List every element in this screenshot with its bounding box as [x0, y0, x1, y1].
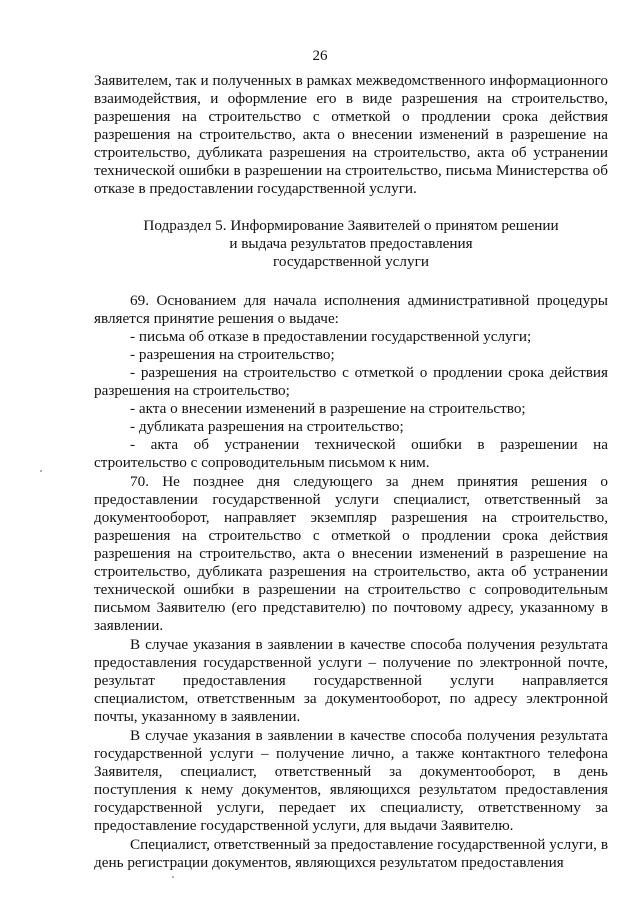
- subsection-title-line: Подраздел 5. Информирование Заявителей о принятом решении: [143, 217, 559, 234]
- list-item: - акта об устранении технической ошибки в разрешении на строительство с сопроводительным письмом к ним.: [94, 436, 608, 471]
- subsection-title: [94, 217, 608, 271]
- page-content: [94, 72, 608, 872]
- page-number: 26: [312, 48, 328, 64]
- subsection-title-line: государственной услуги: [273, 253, 429, 270]
- list-item: - разрешения на строительство с отметкой о продлении срока действия разрешения на строительство;: [94, 364, 608, 399]
- paragraph-specialist: Специалист, ответственный за предоставление государственной услуги, в день регистрации документов, являющихся результатом предоставления: [94, 836, 608, 871]
- list-item: - письма об отказе в предоставлении государственной услуги;: [130, 328, 532, 345]
- paragraph-personal-delivery: В случае указания в заявлении в качестве способа получения результата государственной услуги – получение лично, а также контактного телефона Заявителя, специалист, ответственный за документооборот, в день поступления к нему документов, являющихся результатом предоставления государственной услуги, передает их специалисту, ответственному за предоставление государственной услуги, для выдачи Заявителю.: [94, 727, 608, 834]
- intro-paragraph: Заявителем, так и полученных в рамках межведомственного информационного взаимодействия, и оформление его в виде разрешения на строительство, разрешения на строительство с отметкой о продлении срока действия разрешения на строительство, акта о внесении изменений в разрешение на строительство, дубликата разрешения на строительство, акта об устранении технической ошибки в разрешении на строительство, письма Министерства об отказе в предоставлении государственной услуги.: [94, 72, 608, 197]
- scan-speck: [40, 470, 42, 472]
- paragraph-70: 70. Не позднее дня следующего за днем принятия решения о предоставлении государственной услуги специалист, ответственный за документооборот, направляет экземпляр разрешения на строительство, разрешения на строительство с отметкой о продлении срока действия разрешения на строительство, акта о внесении изменений в разрешение на строительство, дубликата разрешения на строительство, акта об устранении технической ошибки в разрешении на строительство с сопроводительным письмом Заявителю (его представителю) по почтовому адресу, указанному в заявлении.: [94, 473, 608, 634]
- subsection-title-line: и выдача результатов предоставления: [229, 235, 473, 252]
- decision-list: [94, 328, 608, 472]
- paragraph-69: 69. Основанием для начала исполнения административной процедуры является принятие решения о выдаче:: [94, 292, 608, 327]
- list-item: - разрешения на строительство;: [130, 346, 335, 363]
- list-item: - акта о внесении изменений в разрешение на строительство;: [130, 400, 526, 417]
- list-item: - дубликата разрешения на строительство;: [130, 418, 404, 435]
- paragraph-email-delivery: В случае указания в заявлении в качестве способа получения результата предоставления государственной услуги – получение по электронной почте, результат предоставления государственной услуги направляется специалистом, ответственным за документооборот, по адресу электронной почты, указанному в заявлении.: [94, 636, 608, 725]
- scan-speck: [172, 876, 174, 878]
